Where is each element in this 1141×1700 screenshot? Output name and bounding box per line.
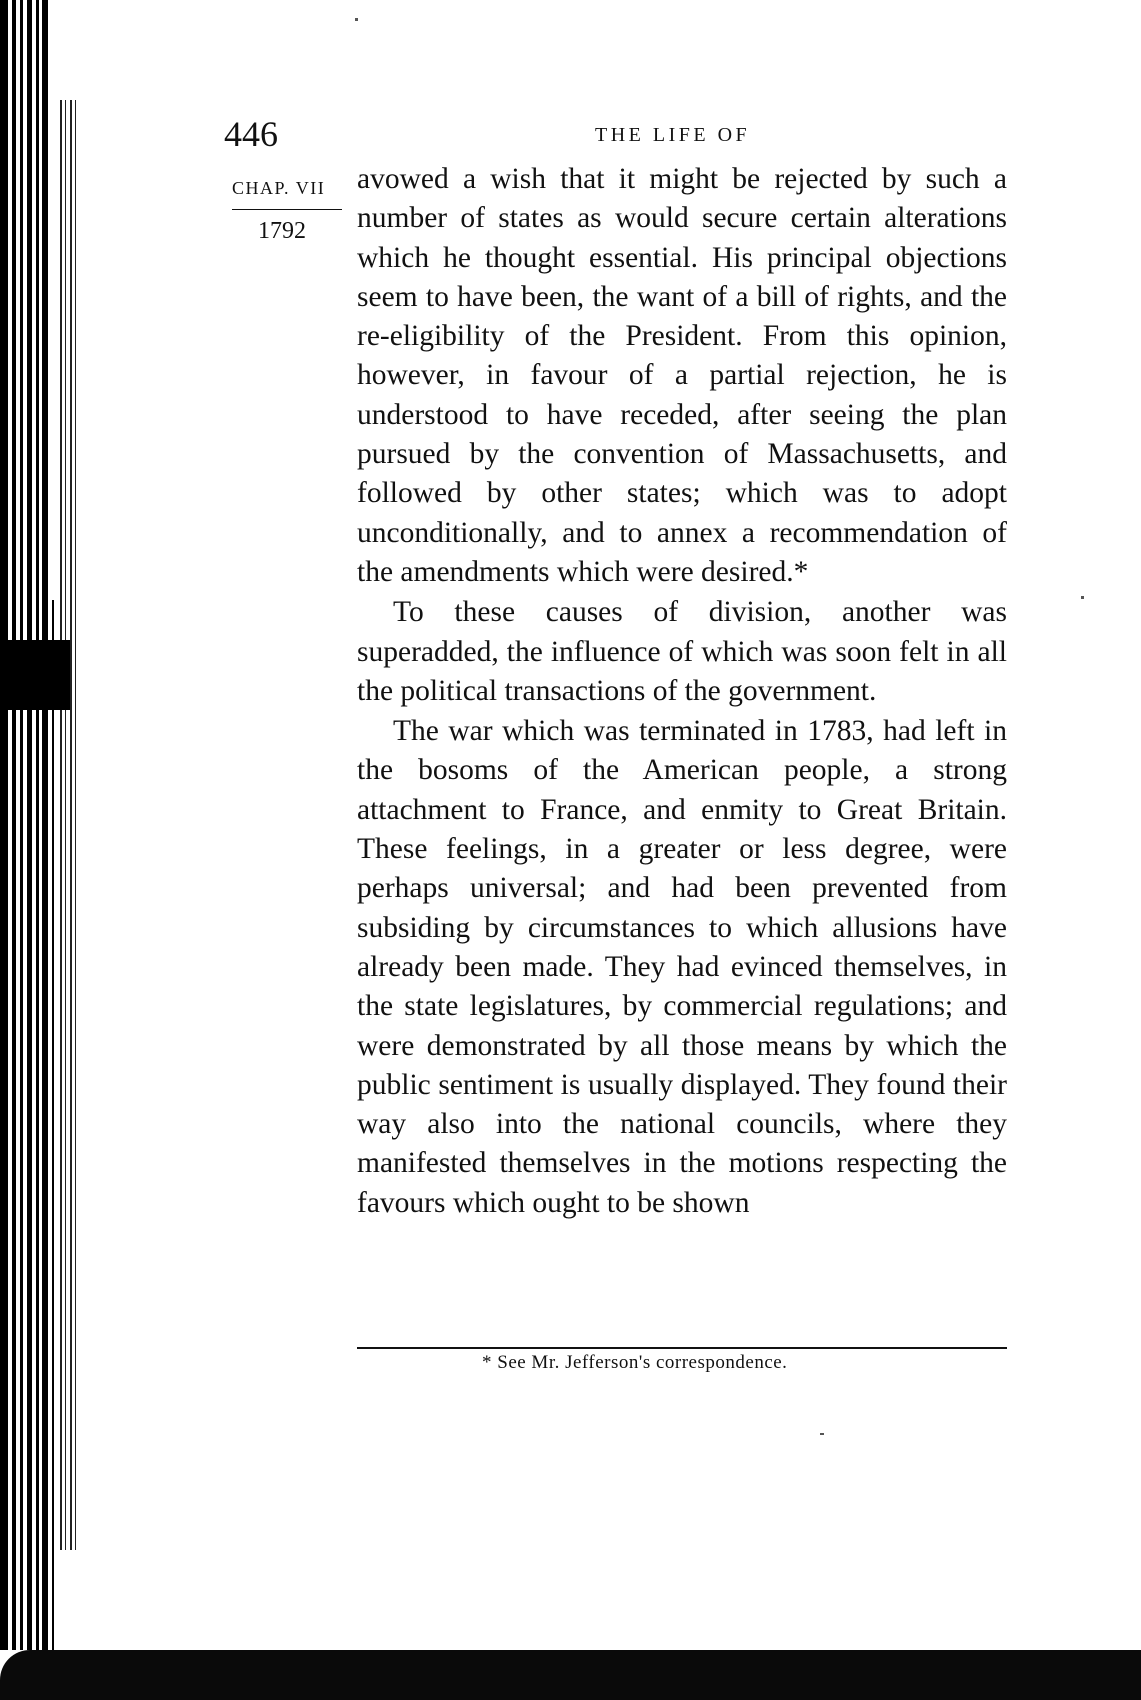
chapter-marker: CHAP. VII <box>232 178 326 198</box>
year-marker: 1792 <box>258 218 306 244</box>
footnote: * See Mr. Jefferson's correspondence. <box>482 1352 788 1373</box>
paragraph: avowed a wish that it might be rejected by such a number of states as would secure certain alterations which he thought essential. His principal objections seem to have been, the want of a bill of rights, and the re-eligibility of the President. From this opinion, however, in favour of a partial rejection, he is understood to have receded, after seeing the plan pursued by the convention of Massachusetts, and followed by other states; which was to adopt unconditionally, and to annex a recommendation of the amendments which were desired.* <box>357 163 1007 588</box>
speck <box>820 1433 824 1435</box>
paragraph: The war which was terminated in 1783, had left in the bosoms of the American people, a strong attachment to France, and enmity to Great Britain. These feelings, in a greater or less degree, were perhaps universal; and had been prevented from subsiding by circumstances to which allusions have already been made. They had evinced themselves, in the state legislatures, by commercial regulations; and were demonstrated by all those means by which the public sentiment is usually displayed. They found their way also into the national councils, where they manifested themselves in the motions respecting the favours which ought to be shown <box>357 715 1007 1219</box>
body-text <box>357 160 1007 1223</box>
page-number: 446 <box>224 114 278 154</box>
binding-edge <box>0 0 80 1700</box>
speck <box>355 18 358 21</box>
speck <box>1081 596 1084 599</box>
footnote-divider <box>357 1347 1007 1349</box>
margin-divider <box>232 209 342 210</box>
paragraph: To these causes of division, another was superadded, the influence of which was soon felt in all the political transactions of the government. <box>357 596 1007 707</box>
running-title: THE LIFE OF <box>595 124 751 146</box>
page-bottom-edge <box>0 1650 1141 1700</box>
